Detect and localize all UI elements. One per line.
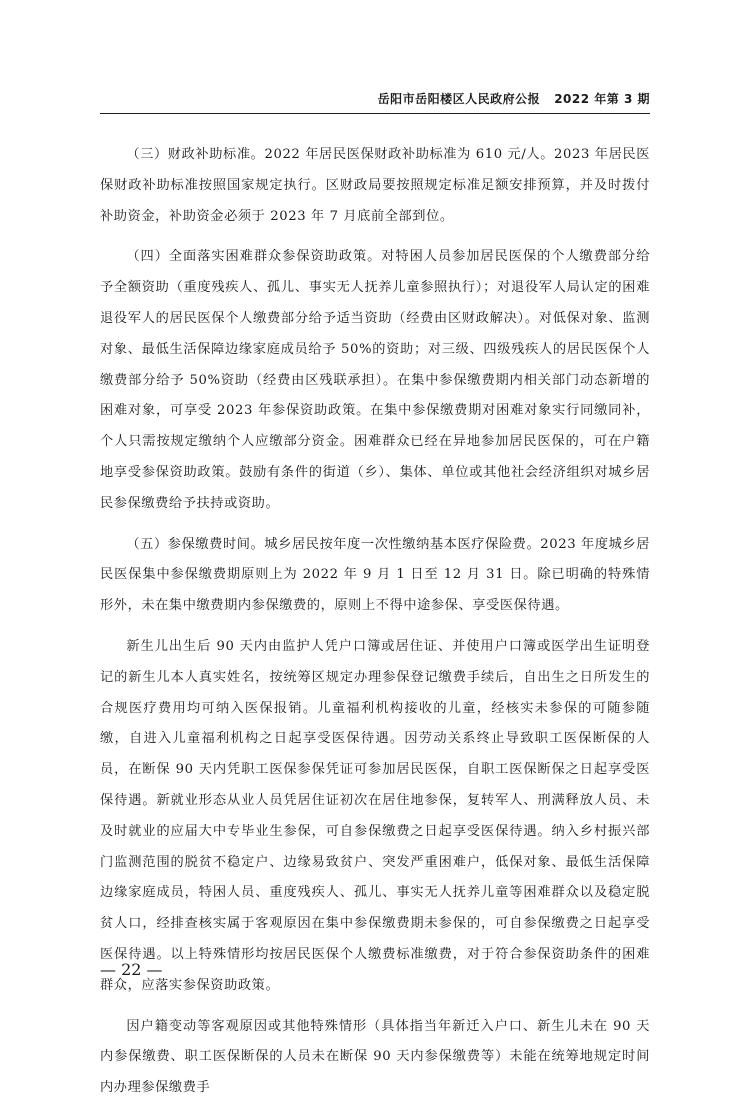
paragraph: 因户籍变动等客观原因或其他特殊情形（具体指当年新迁入户口、新生儿未在 90 天内参保缴费、职工医保断保的人员未在断保 90 天内参保缴费等）未能在统筹地规定时间内办理参保缴费手 bbox=[100, 1018, 650, 1096]
gazette-title: 岳阳市岳阳楼区人民政府公报 bbox=[377, 92, 541, 106]
paragraph: 新生儿出生后 90 天内由监护人凭户口簿或居住证、并使用户口簿或医学出生证明登记的新生儿本人真实姓名，按统筹区规定办理参保登记缴费手续后，自出生之日所发生的合规医疗费用均可纳入医保报销。儿童福利机构接收的儿童，经核实未参保的可随参随缴，自进入儿童福利机构之日起享受医保待遇。因劳动关系终止导致职工医保断保的人员，在断保 90 天内凭职工医保参保凭证可参加居民医保，自职工医保断保之日起享受医保待遇。新就业形态从业人员凭居住证初次在居住地参保，复转军人、刑满释放人员、未及时就业的应届大中专毕业生参保，可自参保缴费之日起享受医保待遇。纳入乡村振兴部门监测范围的脱贫不稳定户、边缘易致贫户、突发严重困难户，低保对象、最低生活保障边缘家庭成员，特困人员、重度残疾人、孤儿、事实无人抚养儿童等困难群众以及稳定脱贫人口，经排查核实属于客观原因在集中参保缴费期未参保的，可自参保缴费之日起享受医保待遇。以上特殊情形均按居民医保个人缴费标准缴费，对于符合参保资助条件的困难群众，应落实参保资助政策。 bbox=[100, 638, 650, 993]
paragraph: （四）全面落实困难群众参保资助政策。对特困人员参加居民医保的个人缴费部分给予全额资助（重度残疾人、孤儿、事实无人抚养儿童参照执行）；对退役军人局认定的困难退役军人的居民医保个人缴费部分给予适当资助（经费由区财政解决）。对低保对象、监测对象、最低生活保障边缘家庭成员给予 50%的资助；对三级、四级残疾人的居民医保个人缴费部分给予 50%资助（经费由区残联承担）。在集中参保缴费期内相关部门动态新增的困难对象，可享受 2023 年参保资助政策。在集中参保缴费期对困难对象实行同缴同补，个人只需按规定缴纳个人应缴部分资金。困难群众已经在异地参加居民医保的，可在户籍地享受参保资助政策。鼓励有条件的街道（乡）、集体、单位或其他社会经济组织对城乡居民参保缴费给予扶持或资助。 bbox=[100, 249, 650, 511]
body-text bbox=[100, 140, 650, 1114]
header-rule bbox=[100, 113, 650, 114]
paragraph: （三）财政补助标准。2022 年居民医保财政补助标准为 610 元/人。2023 年居民医保财政补助标准按照国家规定执行。区财政局要按照规定标准足额安排预算，并及时拨付补助资金，补助资金必须于 2023 年 7 月底前全部到位。 bbox=[100, 147, 650, 224]
paragraph: （五）参保缴费时间。城乡居民按年度一次性缴纳基本医疗保险费。2023 年度城乡居民医保集中参保缴费期原则上为 2022 年 9 月 1 日至 12 月 31 日。除已明确的特殊情形外，未在集中缴费期内参保缴费的，原则上不得中途参保、享受医保待遇。 bbox=[100, 536, 650, 614]
page-number: — 22 — bbox=[100, 960, 163, 979]
running-header bbox=[100, 90, 650, 112]
issue-number: 2022 年第 3 期 bbox=[554, 92, 650, 106]
